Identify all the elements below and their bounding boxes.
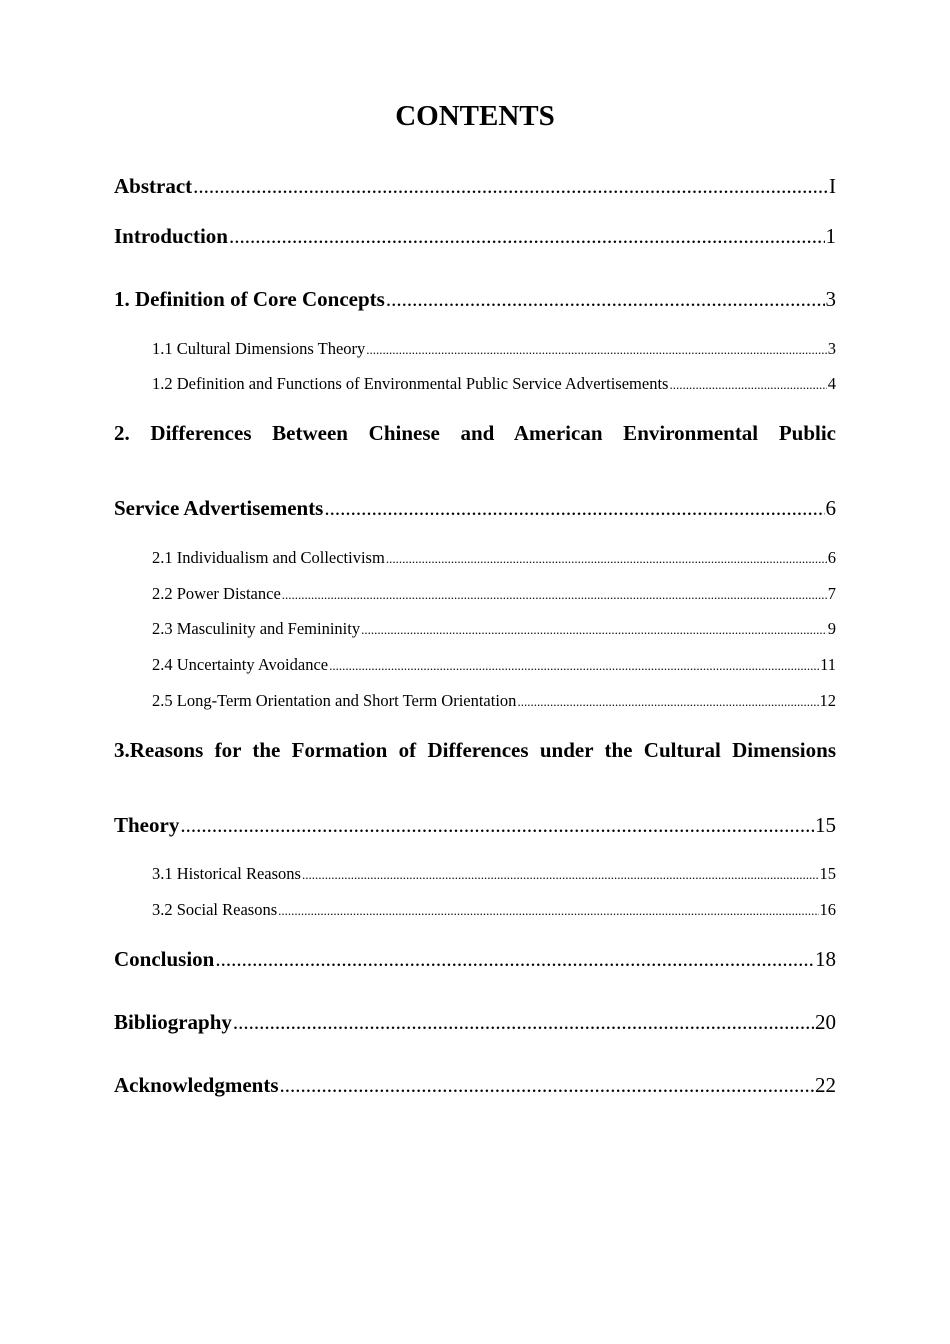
toc-page-number: 4 <box>827 374 836 393</box>
toc-entry-section-1-1[interactable] <box>152 339 836 360</box>
toc-entry-label: Abstract <box>114 174 193 198</box>
toc-page-number: 1 <box>825 224 836 248</box>
toc-entry-label: 1.1 Cultural Dimensions Theory <box>152 339 366 358</box>
toc-entry-section-2-4[interactable] <box>152 655 836 676</box>
toc-entry-label: Introduction <box>114 224 228 248</box>
toc-entry-label: 2.5 Long-Term Orientation and Short Term Orientation <box>152 691 517 710</box>
toc-page-number: 15 <box>815 813 836 837</box>
toc-entry-chapter-3-line-1[interactable]: 3.Reasons for the Formation of Differences under the Cultural Dimensions <box>114 738 836 762</box>
toc-entry-label: Conclusion <box>114 947 215 971</box>
toc-entry-label: Service Advertisements <box>114 496 324 520</box>
toc-page-number: 20 <box>815 1010 836 1034</box>
toc-page-number: 6 <box>825 496 836 520</box>
toc-entry-label: Theory <box>114 813 180 837</box>
toc-entry-conclusion[interactable] <box>114 946 836 972</box>
dot-leader <box>361 620 827 640</box>
toc-entry-section-2-3[interactable] <box>152 619 836 640</box>
dot-leader <box>233 1009 814 1035</box>
dot-leader <box>329 656 819 676</box>
dot-leader <box>386 549 827 569</box>
toc-entry-label: 2.1 Individualism and Collectivism <box>152 548 385 567</box>
toc-page-number: 9 <box>827 619 836 638</box>
toc-entry-label: 3.1 Historical Reasons <box>152 864 301 883</box>
toc-entry-section-3-1[interactable] <box>152 864 836 885</box>
dot-leader <box>517 692 818 712</box>
toc-entry-chapter-1[interactable] <box>114 286 836 312</box>
dot-leader <box>324 495 824 521</box>
dot-leader <box>229 223 825 249</box>
toc-page-number: 7 <box>827 584 836 603</box>
toc-page-number: 12 <box>819 691 836 710</box>
dot-leader <box>282 585 827 605</box>
toc-entry-chapter-2[interactable] <box>114 495 836 521</box>
toc-entry-acknowledgments[interactable] <box>114 1072 836 1098</box>
toc-page-number: 3 <box>825 287 836 311</box>
toc-entry-section-3-2[interactable] <box>152 900 836 921</box>
toc-page-number: 16 <box>819 900 836 919</box>
toc-page-number: 6 <box>827 548 836 567</box>
dot-leader <box>669 375 826 395</box>
toc-entry-label: Bibliography <box>114 1010 232 1034</box>
toc-page-number: 11 <box>820 655 836 674</box>
toc-page-number: 15 <box>819 864 836 883</box>
toc-entry-label: Acknowledgments <box>114 1073 279 1097</box>
toc-entry-section-1-2[interactable] <box>152 374 836 395</box>
page-title: CONTENTS <box>395 100 555 132</box>
toc-page-number: 18 <box>815 947 836 971</box>
toc-entry-section-2-1[interactable] <box>152 548 836 569</box>
dot-leader <box>366 340 826 360</box>
toc-entry-label: 1.2 Definition and Functions of Environmental Public Service Advertisements <box>152 374 669 393</box>
toc-entry-introduction[interactable] <box>114 223 836 249</box>
dot-leader <box>180 812 814 838</box>
toc-page-number: 22 <box>815 1073 836 1097</box>
toc-entry-chapter-3[interactable] <box>114 812 836 838</box>
toc-entry-section-2-5[interactable] <box>152 691 836 712</box>
toc-entry-label: 2.3 Masculinity and Femininity <box>152 619 361 638</box>
dot-leader <box>215 946 814 972</box>
dot-leader <box>386 286 825 312</box>
toc-entry-label: 2.4 Uncertainty Avoidance <box>152 655 329 674</box>
toc-entry-label: 3.2 Social Reasons <box>152 900 278 919</box>
dot-leader <box>302 865 819 885</box>
dot-leader <box>278 901 818 921</box>
toc-entry-label: 1. Definition of Core Concepts <box>114 287 385 311</box>
toc-entry-bibliography[interactable] <box>114 1009 836 1035</box>
toc-entry-chapter-2-line-1[interactable]: 2. Differences Between Chinese and American Environmental Public <box>114 421 836 445</box>
toc-page-number: 3 <box>827 339 836 358</box>
toc-entry-label: 2.2 Power Distance <box>152 584 281 603</box>
toc-entry-section-2-2[interactable] <box>152 584 836 605</box>
dot-leader <box>280 1072 814 1098</box>
dot-leader <box>193 173 828 199</box>
toc-entry-abstract[interactable] <box>114 173 836 199</box>
toc-page-number: I <box>829 174 836 198</box>
